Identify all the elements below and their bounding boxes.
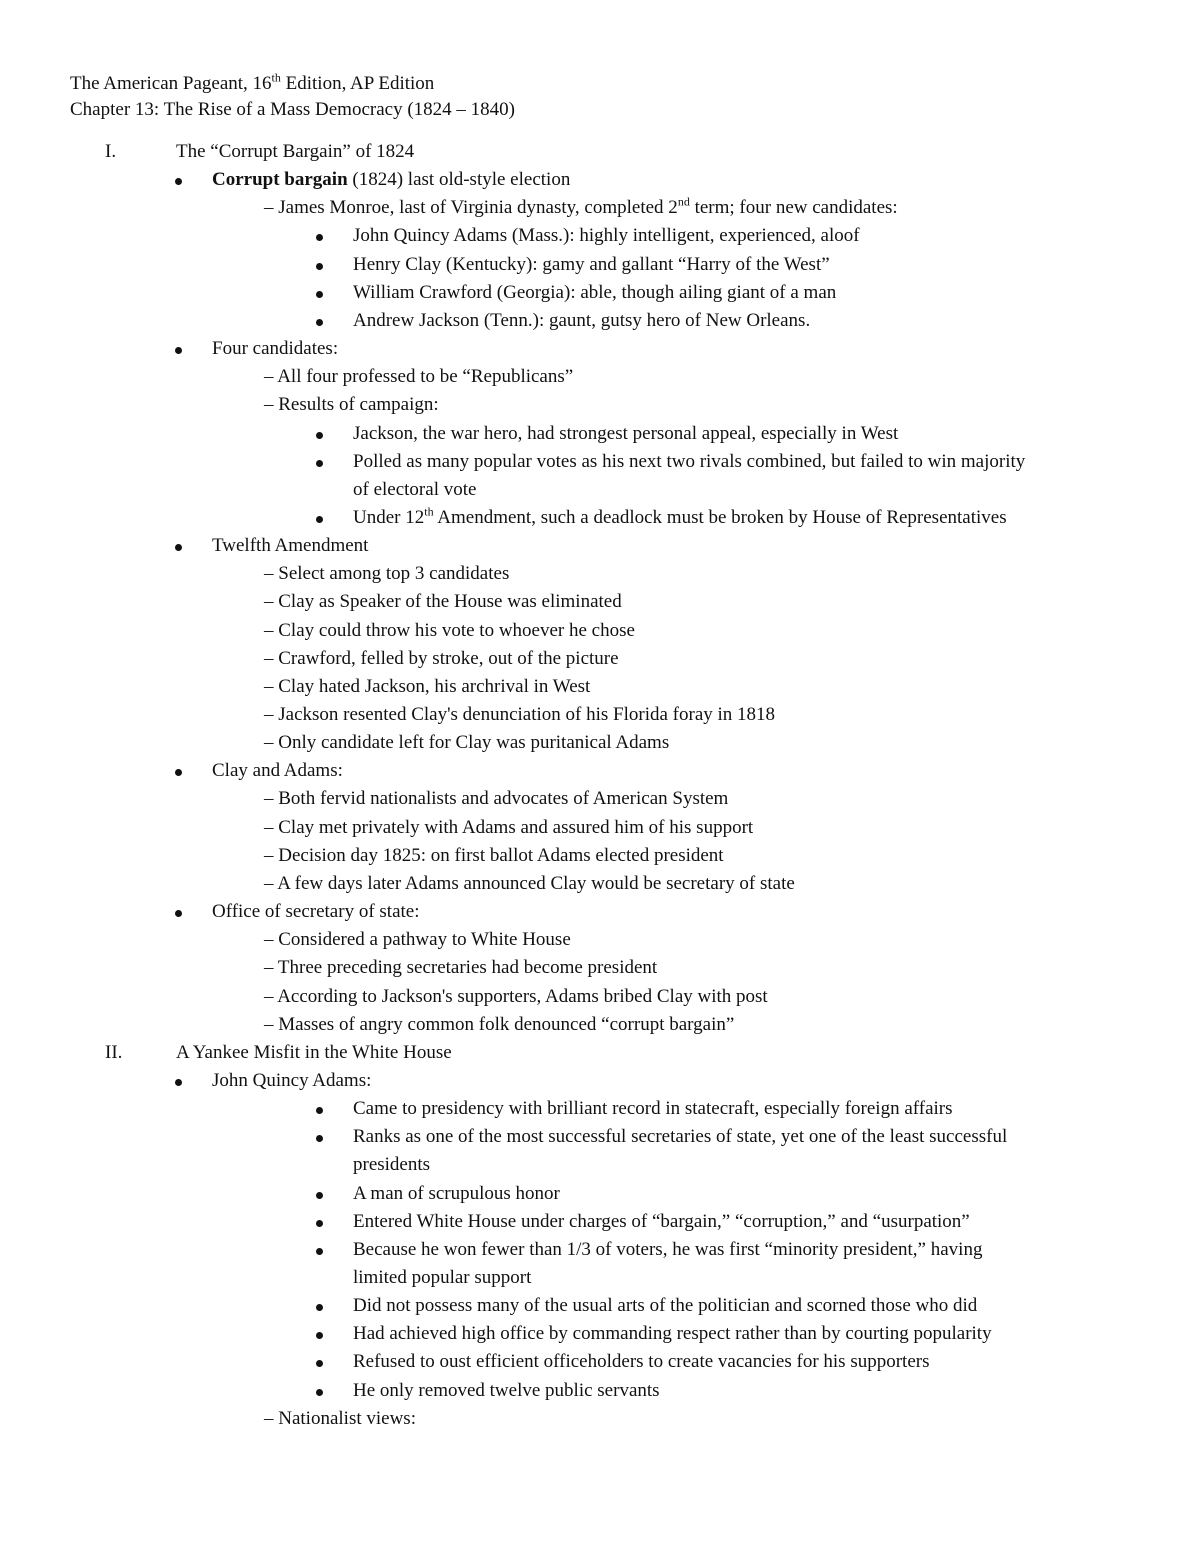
outline-line: [264, 701, 775, 729]
outline-line: [264, 673, 590, 701]
bullet-icon: [316, 1332, 323, 1339]
line-text: Entered White House under charges of “bargain,” “corruption,” and “usurpation”: [353, 1211, 970, 1232]
line-text: (1824) last old-style election: [347, 169, 571, 190]
section-heading: [176, 138, 414, 166]
line-text: Four candidates:: [212, 338, 339, 359]
bold-term: Corrupt bargain: [212, 169, 348, 190]
outline-line: [353, 1151, 430, 1179]
outline-line: [353, 1264, 531, 1292]
line-text: Did not possess many of the usual arts of the politician and scorned those who did: [353, 1295, 978, 1316]
line-text: Because he won fewer than 1/3 of voters, he was first “minority president,” having: [353, 1239, 983, 1260]
line-text: – Clay met privately with Adams and assured him of his support: [264, 817, 754, 838]
bullet-icon: [316, 432, 323, 439]
line-text: Had achieved high office by commanding respect rather than by courting popularity: [353, 1323, 992, 1344]
line-text: The “Corrupt Bargain” of 1824: [176, 141, 415, 162]
line-text: William Crawford (Georgia): able, though ailing giant of a man: [353, 282, 837, 303]
outline-line: [353, 251, 830, 279]
line-text: – According to Jackson's supporters, Adams bribed Clay with post: [264, 986, 768, 1007]
outline-line: [353, 279, 836, 307]
line-text: – All four professed to be “Republicans”: [264, 366, 574, 387]
outline-line: [264, 983, 768, 1011]
line-text: presidents: [353, 1154, 431, 1175]
line-text: – Results of campaign:: [264, 394, 439, 415]
bullet-icon: [316, 1107, 323, 1114]
line-text: – A few days later Adams announced Clay would be secretary of state: [264, 873, 795, 894]
line-text: – Jackson resented Clay's denunciation of his Florida foray in 1818: [264, 704, 776, 725]
bullet-icon: [175, 1079, 182, 1086]
outline-line: [353, 448, 1025, 476]
line-text: Under 12: [353, 507, 425, 528]
line-text: – Select among top 3 candidates: [264, 563, 510, 584]
line-text: John Quincy Adams:: [212, 1070, 372, 1091]
superscript: nd: [677, 194, 690, 209]
line-text-cont: term; four new candidates:: [689, 197, 898, 218]
line-text: Jackson, the war hero, had strongest personal appeal, especially in West: [353, 423, 899, 444]
bullet-icon: [316, 291, 323, 298]
outline-line: [353, 1320, 992, 1348]
line-text: – Clay could throw his vote to whoever he chose: [264, 620, 635, 641]
outline-line: [264, 1405, 416, 1433]
outline-line: [353, 420, 898, 448]
outline-line: [353, 1292, 977, 1320]
line-text: Henry Clay (Kentucky): gamy and gallant “Harry of the West”: [353, 254, 830, 275]
outline-line: [353, 307, 810, 335]
outline-line: [264, 954, 657, 982]
outline-line: [264, 617, 635, 645]
outline-line: [212, 335, 338, 363]
line-text: Clay and Adams:: [212, 760, 343, 781]
bullet-icon: [316, 516, 323, 523]
bullet-icon: [316, 234, 323, 241]
outline-line: [264, 785, 728, 813]
bullet-icon: [175, 769, 182, 776]
line-text-cont: Amendment, such a deadlock must be broken by House of Representatives: [433, 507, 1007, 528]
chapter-title: Chapter 13: The Rise of a Mass Democracy (1824 – 1840): [70, 99, 515, 120]
line-text: Came to presidency with brilliant record in statecraft, especially foreign affairs: [353, 1098, 953, 1119]
bullet-icon: [316, 1192, 323, 1199]
outline-line: [353, 1123, 1007, 1151]
outline-line: [264, 588, 622, 616]
line-text: Refused to oust efficient officeholders to create vacancies for his supporters: [353, 1351, 930, 1372]
outline-line: [212, 1067, 371, 1095]
outline-line: [353, 222, 860, 250]
line-text: – James Monroe, last of Virginia dynasty, completed 2: [264, 197, 678, 218]
line-text: limited popular support: [353, 1267, 532, 1288]
line-text: Twelfth Amendment: [212, 535, 369, 556]
book-title-sup: th: [271, 70, 281, 85]
bullet-icon: [316, 1360, 323, 1367]
line-text: A Yankee Misfit in the White House: [176, 1042, 452, 1063]
bullet-icon: [316, 1248, 323, 1255]
line-text: of electoral vote: [353, 479, 477, 500]
line-text: Ranks as one of the most successful secretaries of state, yet one of the least successful: [353, 1126, 1008, 1147]
bullet-icon: [316, 460, 323, 467]
section-number: I.: [105, 141, 117, 162]
line-text: – Considered a pathway to White House: [264, 929, 571, 950]
outline-line: [212, 532, 368, 560]
bullet-icon: [316, 1135, 323, 1142]
outline-line: [353, 476, 476, 504]
line-text: John Quincy Adams (Mass.): highly intelligent, experienced, aloof: [353, 225, 860, 246]
bullet-icon: [316, 1220, 323, 1227]
line-text: He only removed twelve public servants: [353, 1380, 660, 1401]
line-text: Office of secretary of state:: [212, 901, 420, 922]
line-text: Polled as many popular votes as his next two rivals combined, but failed to win majority: [353, 451, 1026, 472]
outline-line: [264, 645, 619, 673]
section-heading: [176, 1039, 452, 1067]
line-text: Andrew Jackson (Tenn.): gaunt, gutsy hero of New Orleans.: [353, 310, 811, 331]
section-number: II.: [105, 1042, 123, 1063]
outline-line: [353, 1095, 953, 1123]
bullet-icon: [316, 319, 323, 326]
bullet-icon: [175, 347, 182, 354]
outline-line: [212, 757, 343, 785]
book-title-rest: Edition, AP Edition: [280, 73, 435, 94]
outline-line: [353, 1208, 970, 1236]
outline-line: [264, 1011, 734, 1039]
outline-line: [264, 842, 724, 870]
bullet-icon: [175, 544, 182, 551]
outline-line: [212, 166, 570, 194]
book-title: [70, 70, 434, 98]
outline-line: [264, 560, 509, 588]
line-text: – Decision day 1825: on first ballot Adams elected president: [264, 845, 724, 866]
outline-line: [353, 1348, 930, 1376]
outline-line: [264, 194, 898, 222]
outline-line: [264, 363, 573, 391]
bullet-icon: [316, 1304, 323, 1311]
bullet-icon: [175, 178, 182, 185]
outline-line: [264, 870, 795, 898]
line-text: – Nationalist views:: [264, 1408, 416, 1429]
book-title-text: The American Pageant, 16: [70, 73, 272, 94]
line-text: – Clay as Speaker of the House was eliminated: [264, 591, 622, 612]
line-text: – Clay hated Jackson, his archrival in West: [264, 676, 591, 697]
outline-line: [353, 504, 1007, 532]
outline-line: [264, 926, 571, 954]
line-text: – Only candidate left for Clay was puritanical Adams: [264, 732, 670, 753]
superscript: th: [424, 504, 434, 519]
outline-line: [212, 898, 420, 926]
line-text: – Masses of angry common folk denounced “corrupt bargain”: [264, 1014, 735, 1035]
bullet-icon: [175, 910, 182, 917]
line-text: – Three preceding secretaries had become president: [264, 957, 658, 978]
outline-line: [264, 391, 439, 419]
outline-line: [353, 1236, 982, 1264]
bullet-icon: [316, 1389, 323, 1396]
outline-line: [353, 1377, 660, 1405]
outline-line: [353, 1180, 560, 1208]
line-text: A man of scrupulous honor: [353, 1183, 560, 1204]
outline-line: [264, 814, 753, 842]
bullet-icon: [316, 263, 323, 270]
outline-line: [264, 729, 669, 757]
line-text: – Crawford, felled by stroke, out of the picture: [264, 648, 619, 669]
line-text: – Both fervid nationalists and advocates of American System: [264, 788, 729, 809]
